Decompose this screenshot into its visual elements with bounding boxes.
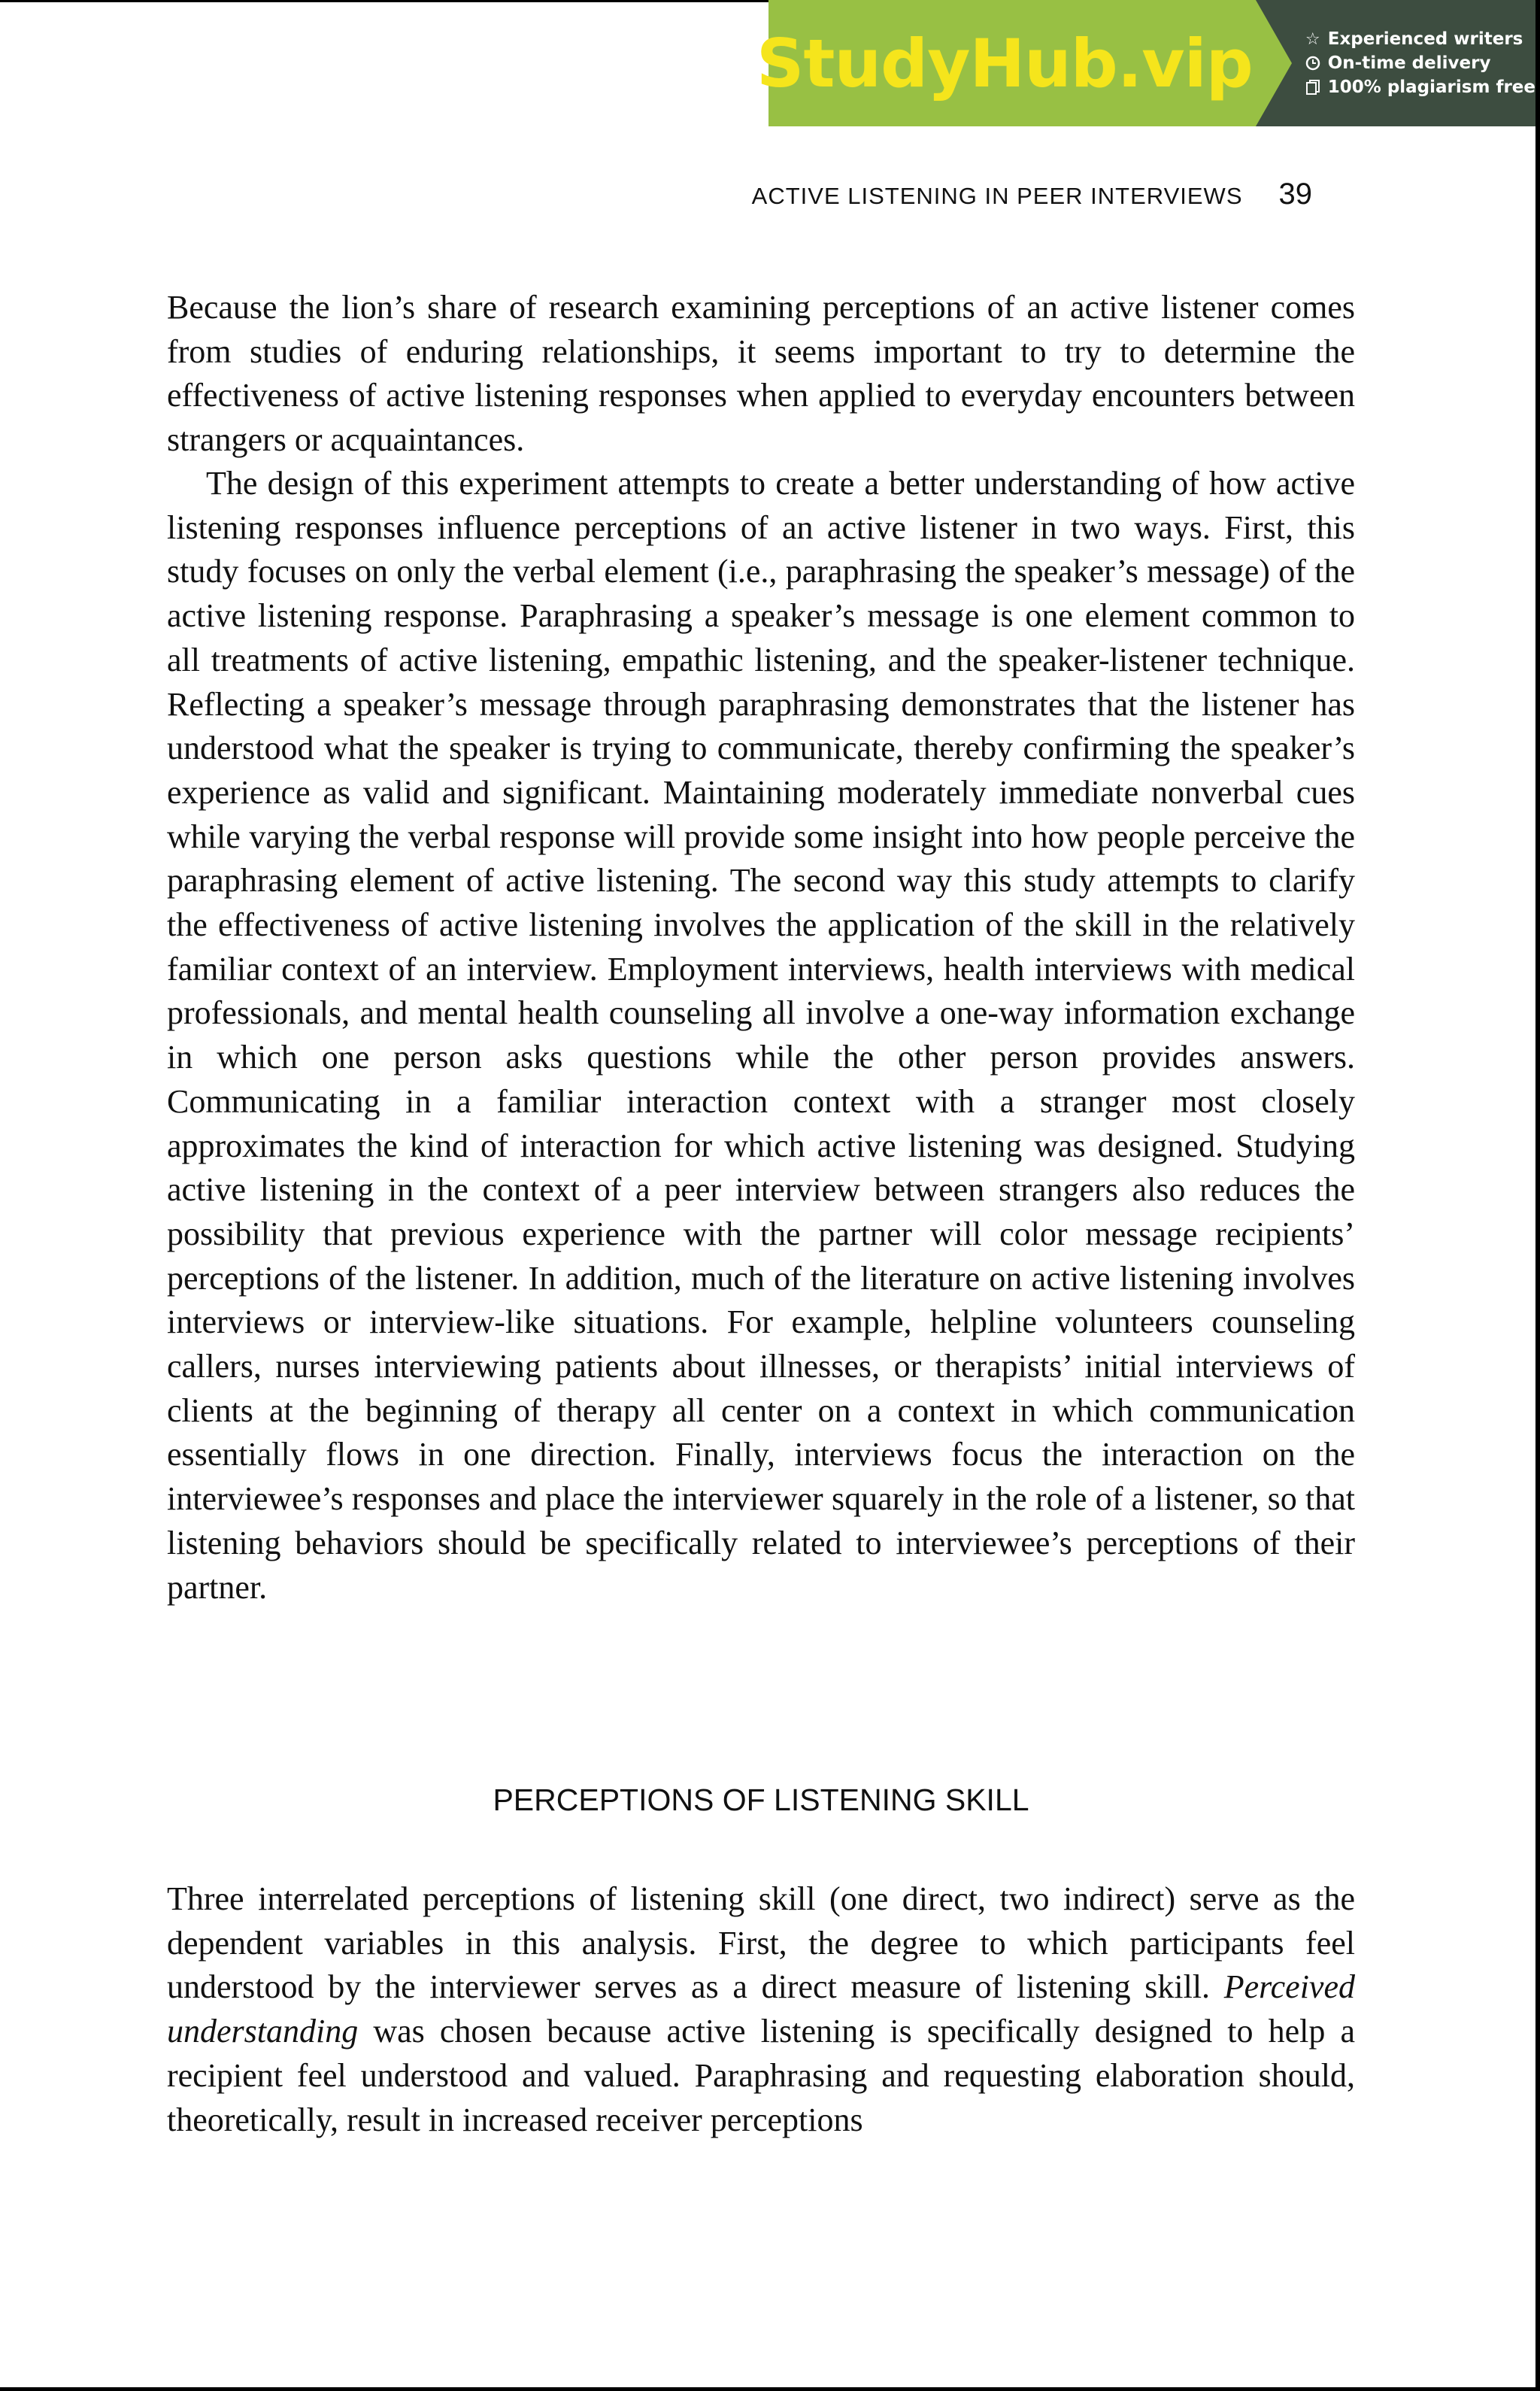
running-head xyxy=(681,178,1312,211)
banner-features xyxy=(1256,0,1535,126)
feature-label: On-time delivery xyxy=(1327,53,1491,73)
page-number: 39 xyxy=(1278,178,1312,211)
star-icon: ☆ xyxy=(1305,29,1320,49)
feature-label: Experienced writers xyxy=(1327,29,1523,49)
paragraph-perceptions xyxy=(167,1877,1355,2142)
feature-plagiarism-free xyxy=(1304,77,1535,97)
feature-experienced-writers xyxy=(1304,29,1535,49)
logo-text: StudyHub.vip xyxy=(756,24,1253,102)
studyhub-logo[interactable] xyxy=(756,0,1256,126)
feature-on-time-delivery xyxy=(1304,53,1535,73)
right-border-line xyxy=(1535,0,1540,2391)
paragraph-text: was chosen because active listening is specifically designed to help a recipient feel understood and valued. Paraphrasing and requesting elaboration should, theoretically, result in increased receiver perceptions xyxy=(167,2013,1355,2138)
feature-label: 100% plagiarism free xyxy=(1327,77,1535,97)
clock-icon xyxy=(1304,56,1322,71)
paragraph-intro: Because the lion’s share of research examining perceptions of an active listener comes from studies of enduring relationships, it seems important to try to determine the effectiveness of active listening responses when applied to everyday encounters between strangers or acquaintances. xyxy=(167,289,1355,459)
italic-term: Perceived understanding xyxy=(167,1968,1355,2050)
document-icon xyxy=(1304,79,1322,96)
bottom-border-line xyxy=(0,2387,1540,2391)
paragraph-design: The design of this experiment attempts to create a better understanding of how active listening responses influence perceptions of an active listener in two ways. First, this study focuses on only the verbal element (i.e., paraphrasing the speaker’s message) of the active listening response. Paraphrasing a speaker’s message is one element common to all treatments of active listening, empathic listening, and the speaker-listener technique. Reflecting a speaker’s message through paraphrasing demonstrates that the listener has understood what the speaker is trying to communicate, thereby confirming the speaker’s experience as valid and significant. Maintaining moderately immediate nonverbal cues while varying the verbal response will provide some insight into how people perceive the paraphrasing element of active listening. The second way this study attempts to clarify the effectiveness of active listening involves the application of the skill in the relatively familiar context of an interview. Employment interviews, health interviews with medical professionals, and mental health counseling all involve a one-way information exchange in which one person asks questions while the other person provides answers. Communicating in a familiar interaction context with a stranger most closely approximates the kind of interaction for which active listening was designed. Studying active listening in the context of a peer interview between strangers also reduces the possibility that previous experience with the partner will color message recipients’ perceptions of the listener. In addition, much of the literature on active listening involves interviews or interview-like situations. For example, helpline volunteers counseling callers, nurses interviewing patients about illnesses, or therapists’ initial interviews of clients at the beginning of therapy all center on a context in which communication essentially flows in one direction. Finally, interviews focus the interaction on the interviewee’s responses and place the interviewer squarely in the role of a listener, so that listening behaviors should be specifically related to interviewee’s perceptions of their partner. xyxy=(167,465,1355,1606)
paragraph-text: Three interrelated perceptions of listening skill (one direct, two indirect) serve as the dependent variables in this analysis. First, the degree to which participants feel understood by the interviewer serves as a direct measure of listening skill. xyxy=(167,1880,1355,2006)
top-border-line xyxy=(0,0,770,2)
section-heading: PERCEPTIONS OF LISTENING SKILL xyxy=(493,1783,1029,1817)
running-head-title: ACTIVE LISTENING IN PEER INTERVIEWS xyxy=(751,183,1243,209)
studyhub-banner[interactable] xyxy=(756,0,1535,126)
